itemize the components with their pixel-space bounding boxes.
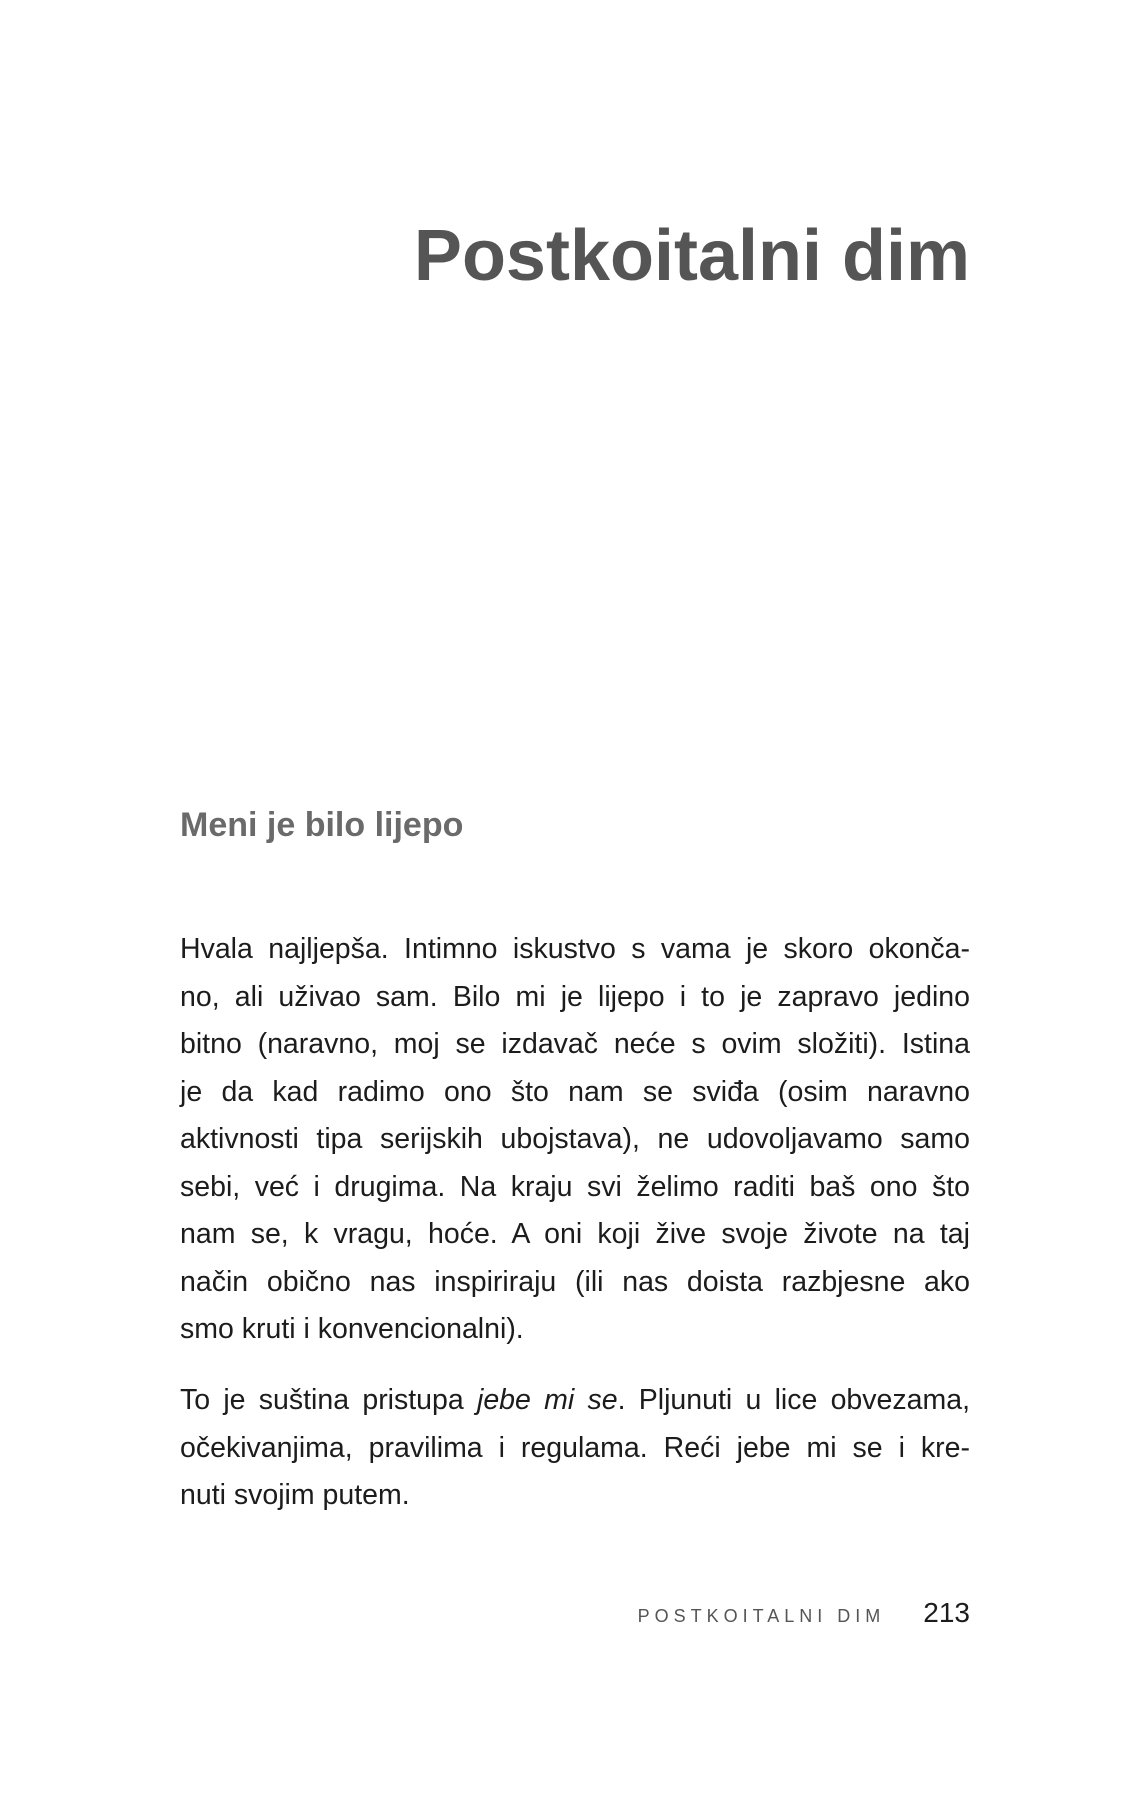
paragraph-2-line: očekivanjima, pravilima i regulama. Reći jebe mi se i kre- — [180, 1431, 970, 1464]
paragraph-1-line: no, ali uživao sam. Bilo mi je lijepo i to je zapravo jedino — [180, 980, 970, 1013]
running-head: POSTKOITALNI DIM — [637, 1606, 886, 1626]
paragraph-2-line — [180, 1377, 970, 1425]
paragraph-1-line: način obično nas inspiriraju (ili nas doista razbjesne ako — [180, 1265, 970, 1298]
paragraph-2-text: . Pljunuti u lice obvezama, — [617, 1384, 970, 1416]
paragraph-2-text: To je suština pristupa — [180, 1384, 477, 1416]
paragraph-1 — [180, 926, 970, 1354]
paragraph-2-italic-phrase: jebe mi se — [477, 1384, 618, 1416]
page-number: 213 — [923, 1597, 970, 1628]
paragraph-1-line: smo kruti i konvencionalni). — [180, 1313, 524, 1345]
paragraph-2 — [180, 1377, 970, 1520]
page-footer — [638, 1597, 970, 1629]
paragraph-1-line: nam se, k vragu, hoće. A oni koji žive svoje živote na taj — [180, 1218, 970, 1250]
chapter-title: Postkoitalni dim — [413, 216, 970, 296]
paragraph-2-line: nuti svojim putem. — [180, 1479, 410, 1511]
paragraph-1-line: sebi, već i drugima. Na kraju svi želimo raditi baš ono što — [180, 1170, 970, 1203]
paragraph-1-line: Hvala najljepša. Intimno iskustvo s vama je skoro okonča- — [180, 933, 970, 965]
paragraph-1-line: je da kad radimo ono što nam se sviđa (osim naravno — [180, 1075, 970, 1108]
paragraph-1-line: aktivnosti tipa serijskih ubojstava), ne udovoljavamo samo — [180, 1123, 970, 1155]
section-heading: Meni je bilo lijepo — [180, 806, 464, 844]
paragraph-1-line: bitno (naravno, moj se izdavač neće s ovim složiti). Istina — [180, 1028, 970, 1060]
